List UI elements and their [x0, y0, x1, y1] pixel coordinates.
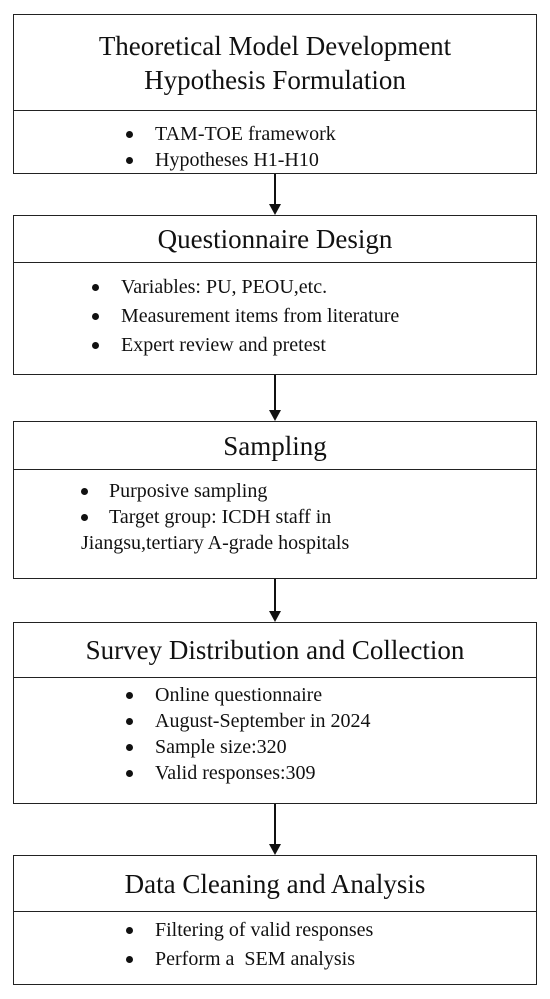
list-item-text: Valid responses:309 [155, 762, 316, 784]
bullet-icon [126, 692, 133, 699]
step-title-line: Questionnaire Design [157, 224, 393, 254]
list-item-text: Jiangsu,tertiary A-grade hospitals [81, 532, 350, 554]
list-item-text: Purposive sampling [109, 480, 268, 502]
step-title-line: Theoretical Model Development [98, 30, 452, 61]
list-item-text: Sample size:320 [155, 736, 287, 758]
step-title [14, 856, 536, 912]
step-title [14, 15, 536, 111]
step-body [14, 470, 536, 556]
bullet-icon [92, 313, 99, 320]
list-item-text: Measurement items from literature [121, 305, 400, 327]
bullet-icon [81, 488, 88, 495]
list-item [14, 945, 536, 974]
step-body [14, 111, 536, 173]
list-item [14, 916, 536, 945]
step-box-data-cleaning [13, 855, 537, 985]
step-title [14, 623, 536, 678]
bullet-icon [126, 744, 133, 751]
step-title-line: Data Cleaning and Analysis [124, 868, 426, 899]
list-item-text: Target group: ICDH staff in [109, 506, 332, 528]
list-item [14, 331, 536, 360]
step-body [14, 678, 536, 786]
step-title-line: Sampling [223, 430, 327, 461]
step-body [14, 263, 536, 360]
list-item-text: Expert review and pretest [121, 334, 326, 356]
step-title [14, 216, 536, 263]
bullet-icon [126, 157, 133, 164]
bullet-icon [126, 770, 133, 777]
bullet-icon [81, 514, 88, 521]
list-item-continuation [14, 530, 536, 556]
list-item [14, 504, 536, 530]
arrow-head-icon [269, 611, 281, 622]
step-box-sampling [13, 421, 537, 579]
list-item [14, 760, 536, 786]
step-title-line: Survey Distribution and Collection [85, 635, 465, 665]
step-body [14, 912, 536, 974]
list-item [14, 302, 536, 331]
step-box-questionnaire-design [13, 215, 537, 375]
list-item-text: Variables: PU, PEOU,etc. [121, 276, 328, 298]
list-item-text: TAM-TOE framework [155, 123, 336, 145]
step-box-theoretical-model [13, 14, 537, 174]
list-item [14, 147, 536, 173]
arrow-head-icon [269, 410, 281, 421]
bullet-icon [126, 131, 133, 138]
list-item-text: Perform a SEM analysis [155, 948, 355, 970]
bullet-icon [126, 927, 133, 934]
bullet-icon [126, 956, 133, 963]
list-item [14, 734, 536, 760]
arrow-head-icon [269, 844, 281, 855]
arrow-head-icon [269, 204, 281, 215]
list-item-text: Filtering of valid responses [155, 919, 374, 941]
list-item [14, 273, 536, 302]
bullet-icon [92, 284, 99, 291]
step-title-line: Hypothesis Formulation [144, 64, 406, 95]
list-item [14, 121, 536, 147]
bullet-icon [92, 342, 99, 349]
list-item-text: Online questionnaire [155, 684, 323, 706]
list-item-text: Hypotheses H1-H10 [155, 149, 319, 171]
step-box-survey-distribution [13, 622, 537, 804]
list-item-text: August-September in 2024 [155, 710, 371, 732]
list-item [14, 708, 536, 734]
list-item [14, 478, 536, 504]
step-title [14, 422, 536, 470]
list-item [14, 682, 536, 708]
bullet-icon [126, 718, 133, 725]
